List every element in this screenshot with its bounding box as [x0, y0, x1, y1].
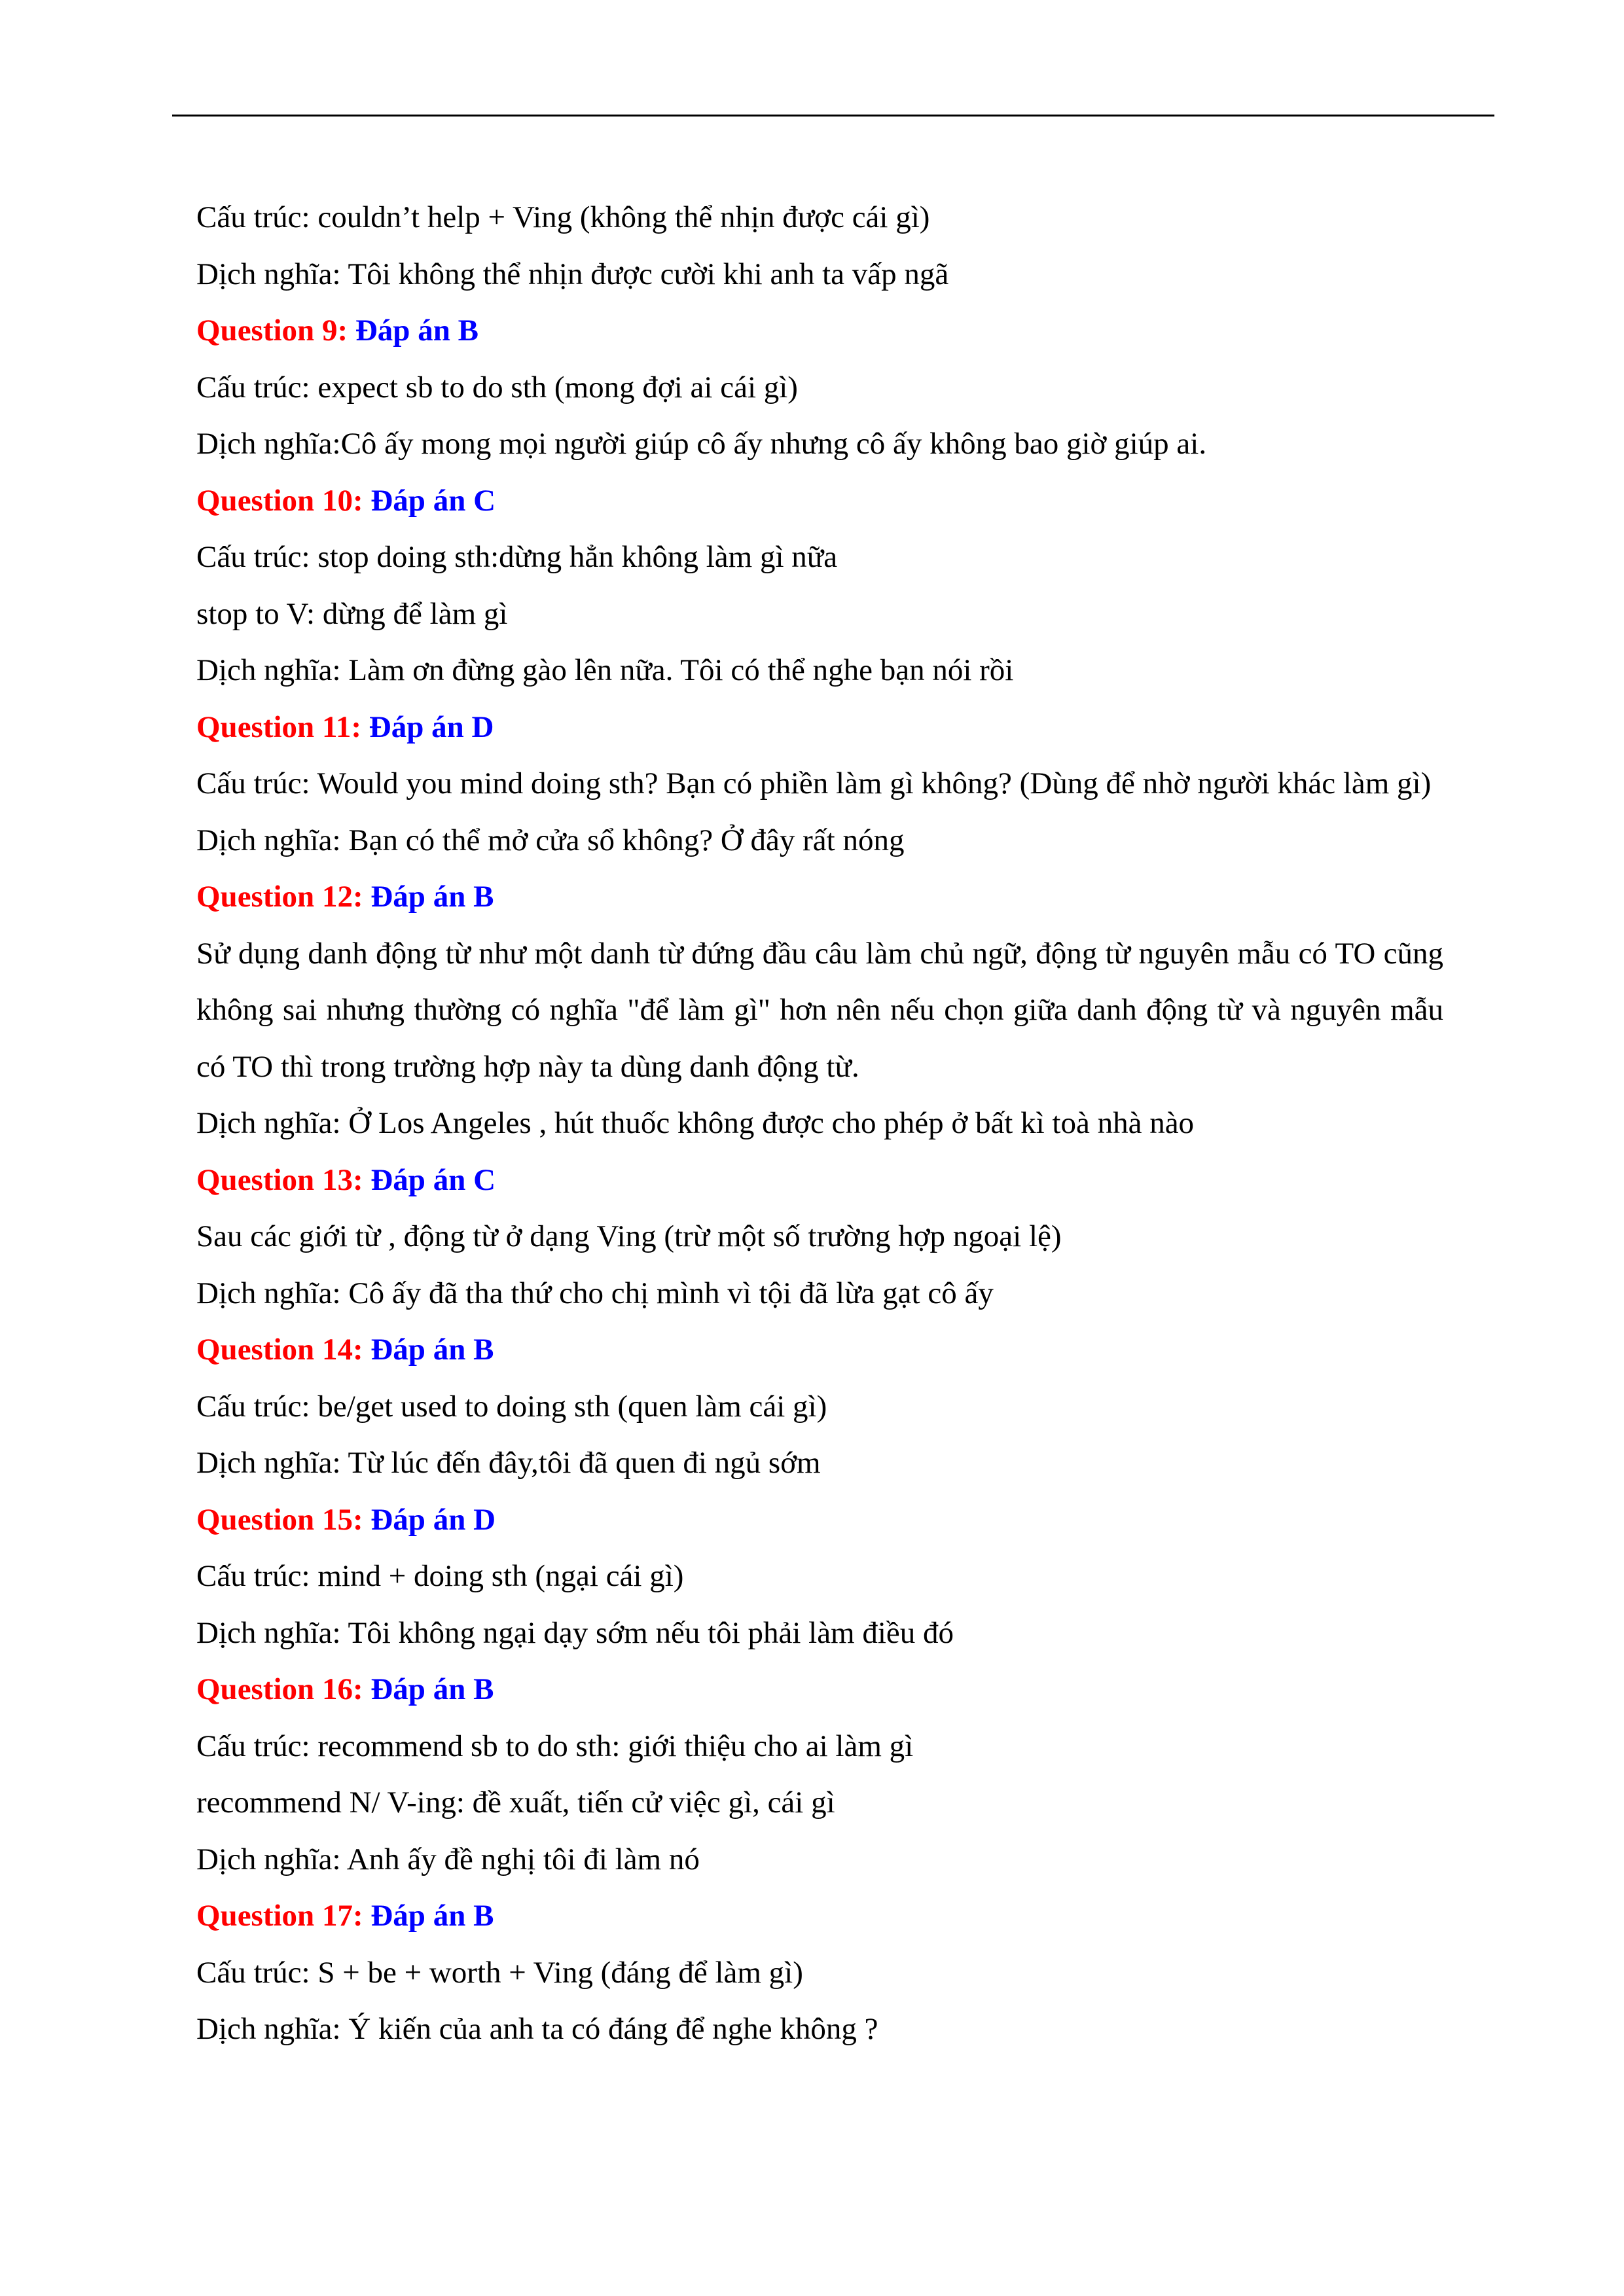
body-line: Dịch nghĩa: Tôi không ngại dạy sớm nếu tôi phải làm điều đó: [196, 1615, 954, 1650]
question-label: Question 17:: [196, 1899, 363, 1933]
question-heading: [196, 1321, 1443, 1378]
body-line: Dịch nghĩa: Bạn có thể mở cửa sổ không? Ở đây rất nóng: [196, 823, 905, 857]
question-label: Question 14:: [196, 1333, 363, 1367]
question-label: Question 12:: [196, 880, 363, 914]
document-body: [196, 189, 1443, 2058]
question-label: Question 10:: [196, 483, 363, 518]
answer-label: Đáp án B: [370, 880, 494, 914]
body-line: Sau các giới từ , động từ ở dạng Ving (trừ một số trường hợp ngoại lệ): [196, 1219, 1062, 1253]
body-line: Dịch nghĩa: Làm ơn đừng gào lên nữa. Tôi có thể nghe bạn nói rồi: [196, 653, 1014, 687]
question-label: Question 9:: [196, 314, 348, 348]
body-line: Cấu trúc: S + be + worth + Ving (đáng để làm gì): [196, 1955, 803, 1990]
answer-label: Đáp án B: [370, 1899, 494, 1933]
header-rule: [172, 115, 1494, 117]
answer-label: Đáp án D: [370, 1502, 496, 1537]
question-heading: [196, 302, 1443, 359]
body-line: Dịch nghĩa: Cô ấy đã tha thứ cho chị mình vì tội đã lừa gạt cô ấy: [196, 1276, 994, 1310]
body-line: Cấu trúc: be/get used to doing sth (quen làm cái gì): [196, 1389, 827, 1424]
body-line: Dịch nghĩa: Từ lúc đến đây,tôi đã quen đi ngủ sớm: [196, 1446, 821, 1480]
question-heading: [196, 1888, 1443, 1945]
answer-label: Đáp án B: [355, 314, 478, 348]
question-label: Question 16:: [196, 1672, 363, 1706]
question-heading: [196, 699, 1443, 756]
body-line: Cấu trúc: mind + doing sth (ngại cái gì): [196, 1559, 684, 1593]
answer-label: Đáp án C: [370, 1162, 496, 1197]
body-line: recommend N/ V-ing: đề xuất, tiến cử việc gì, cái gì: [196, 1785, 835, 1820]
answer-label: Đáp án C: [370, 483, 496, 518]
question-label: Question 13:: [196, 1162, 363, 1197]
body-line: Dịch nghĩa:Cô ấy mong mọi người giúp cô ấy nhưng cô ấy không bao giờ giúp ai.: [196, 427, 1207, 461]
question-heading: [196, 473, 1443, 529]
body-line: Dịch nghĩa: Ý kiến của anh ta có đáng để nghe không ?: [196, 2012, 878, 2046]
body-line: Cấu trúc: expect sb to do sth (mong đợi ai cái gì): [196, 370, 798, 404]
question-heading: [196, 1152, 1443, 1209]
body-paragraph: Sử dụng danh động từ như một danh từ đứng đầu câu làm chủ ngữ, động từ nguyên mẫu có TO cũng không sai nhưng thường có nghĩa "để làm gì" hơn nên nếu chọn giữa danh động từ và nguyên mẫu có TO thì trong trường hợp này ta dùng danh động từ.: [196, 936, 1443, 1084]
question-heading: [196, 869, 1443, 925]
question-label: Question 15:: [196, 1502, 363, 1537]
body-line: Dịch nghĩa: Ở Los Angeles , hút thuốc không được cho phép ở bất kì toà nhà nào: [196, 1106, 1195, 1140]
body-line: Cấu trúc: couldn’t help + Ving (không thể nhịn được cái gì): [196, 200, 930, 234]
body-line: Cấu trúc: recommend sb to do sth: giới thiệu cho ai làm gì: [196, 1729, 914, 1763]
body-line: Dịch nghĩa: Tôi không thể nhịn được cười khi anh ta vấp ngã: [196, 257, 949, 291]
question-heading: [196, 1661, 1443, 1718]
body-paragraph: Cấu trúc: Would you mind doing sth? Bạn có phiền làm gì không? (Dùng để nhờ người khác làm gì): [196, 766, 1432, 800]
body-line: Cấu trúc: stop doing sth:dừng hẳn không làm gì nữa: [196, 540, 838, 574]
answer-label: Đáp án D: [369, 709, 494, 744]
question-heading: [196, 1492, 1443, 1549]
body-line: stop to V: dừng để làm gì: [196, 596, 508, 631]
body-line: Dịch nghĩa: Anh ấy đề nghị tôi đi làm nó: [196, 1842, 700, 1876]
answer-label: Đáp án B: [370, 1672, 494, 1706]
question-label: Question 11:: [196, 709, 362, 744]
answer-label: Đáp án B: [370, 1333, 494, 1367]
